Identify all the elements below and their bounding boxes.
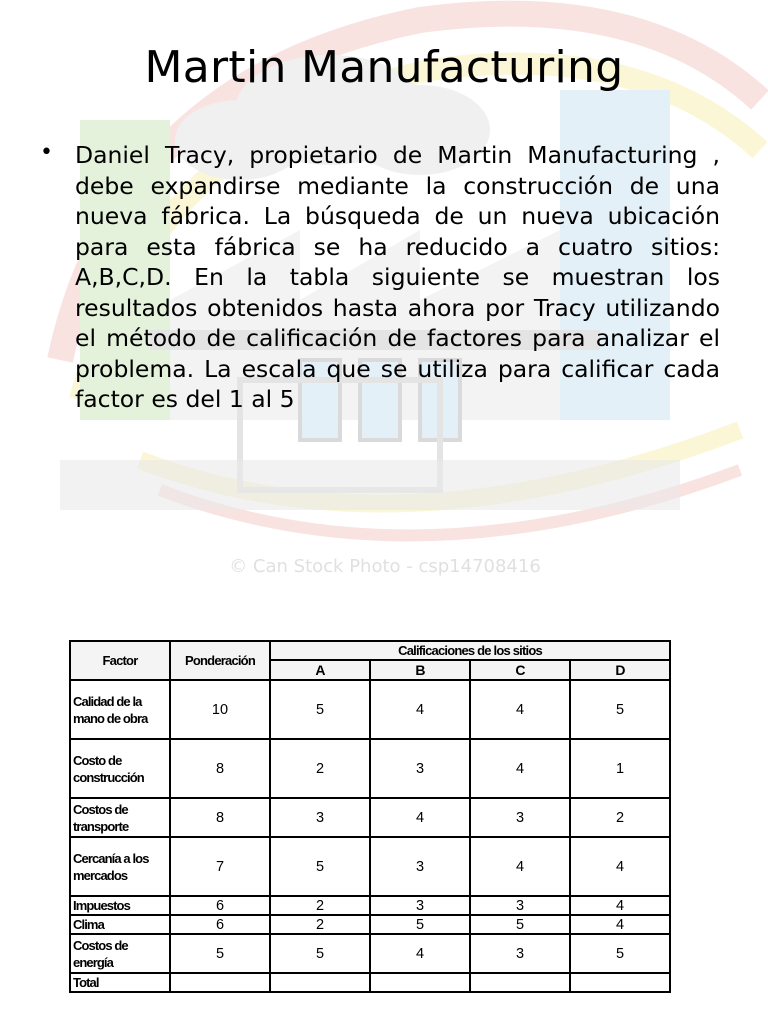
table-row xyxy=(70,680,670,739)
total-a-cell xyxy=(270,973,370,992)
rating-a-cell: 5 xyxy=(270,934,370,973)
rating-c-cell: 5 xyxy=(470,915,570,934)
total-weight-cell xyxy=(170,973,270,992)
header-site-c: C xyxy=(470,660,570,680)
factor-rating-table xyxy=(69,640,671,993)
table-row xyxy=(70,915,670,934)
factor-cell: Calidad de la mano de obra xyxy=(70,680,170,739)
rating-d-cell: 2 xyxy=(570,798,670,837)
weight-cell: 8 xyxy=(170,798,270,837)
weight-cell: 6 xyxy=(170,915,270,934)
weight-cell: 7 xyxy=(170,837,270,896)
table-row xyxy=(70,896,670,915)
total-c-cell xyxy=(470,973,570,992)
rating-d-cell: 4 xyxy=(570,837,670,896)
rating-a-cell: 3 xyxy=(270,798,370,837)
header-site-a: A xyxy=(270,660,370,680)
rating-d-cell: 5 xyxy=(570,680,670,739)
rating-a-cell: 2 xyxy=(270,739,370,798)
rating-d-cell: 4 xyxy=(570,896,670,915)
rating-d-cell: 5 xyxy=(570,934,670,973)
total-label: Total xyxy=(70,973,170,992)
rating-b-cell: 4 xyxy=(370,798,470,837)
total-b-cell xyxy=(370,973,470,992)
weight-cell: 6 xyxy=(170,896,270,915)
bullet-item xyxy=(40,140,720,415)
weight-cell: 5 xyxy=(170,934,270,973)
factor-cell: Cercanía a los mercados xyxy=(70,837,170,896)
rating-c-cell: 3 xyxy=(470,798,570,837)
factor-cell: Costos de energía xyxy=(70,934,170,973)
bullet-list xyxy=(40,140,720,415)
rating-d-cell: 4 xyxy=(570,915,670,934)
table-row xyxy=(70,739,670,798)
factor-cell: Costo de construcción xyxy=(70,739,170,798)
rating-c-cell: 3 xyxy=(470,896,570,915)
header-factor: Factor xyxy=(70,641,170,680)
rating-a-cell: 2 xyxy=(270,915,370,934)
rating-b-cell: 4 xyxy=(370,934,470,973)
slide-title: Martin Manufacturing xyxy=(144,42,624,93)
weight-cell: 10 xyxy=(170,680,270,739)
factor-cell: Costos de transporte xyxy=(70,798,170,837)
rating-a-cell: 5 xyxy=(270,680,370,739)
rating-b-cell: 3 xyxy=(370,837,470,896)
total-d-cell xyxy=(570,973,670,992)
watermark-credit: © Can Stock Photo - csp14708416 xyxy=(229,556,541,577)
rating-c-cell: 4 xyxy=(470,837,570,896)
rating-b-cell: 5 xyxy=(370,915,470,934)
header-weight: Ponderación xyxy=(170,641,270,680)
rating-c-cell: 3 xyxy=(470,934,570,973)
rating-c-cell: 4 xyxy=(470,680,570,739)
weight-cell: 8 xyxy=(170,739,270,798)
header-site-d: D xyxy=(570,660,670,680)
table-header-row xyxy=(70,641,670,660)
table-row xyxy=(70,798,670,837)
rating-a-cell: 5 xyxy=(270,837,370,896)
table-row xyxy=(70,934,670,973)
table-total-row xyxy=(70,973,670,992)
bullet-marker: • xyxy=(40,140,53,165)
rating-a-cell: 2 xyxy=(270,896,370,915)
bullet-text: Daniel Tracy, propietario de Martin Manufacturing , debe expandirse mediante la construcción de una nueva fábrica. La búsqueda de un nueva ubicación para esta fábrica se ha reducido a cuatro sitios: A,B,C,D. En la tabla siguiente se muestran los resultados obtenidos hasta ahora por Tracy utilizando el método de calificación de factores para analizar el problema. La escala que se utiliza para calificar cada factor es del 1 al 5 xyxy=(75,141,720,413)
rating-b-cell: 4 xyxy=(370,680,470,739)
rating-c-cell: 4 xyxy=(470,739,570,798)
header-site-ratings: Calificaciones de los sitios xyxy=(270,641,670,660)
rating-d-cell: 1 xyxy=(570,739,670,798)
header-site-b: B xyxy=(370,660,470,680)
table-row xyxy=(70,837,670,896)
factor-cell: Impuestos xyxy=(70,896,170,915)
factor-cell: Clima xyxy=(70,915,170,934)
rating-b-cell: 3 xyxy=(370,739,470,798)
rating-b-cell: 3 xyxy=(370,896,470,915)
